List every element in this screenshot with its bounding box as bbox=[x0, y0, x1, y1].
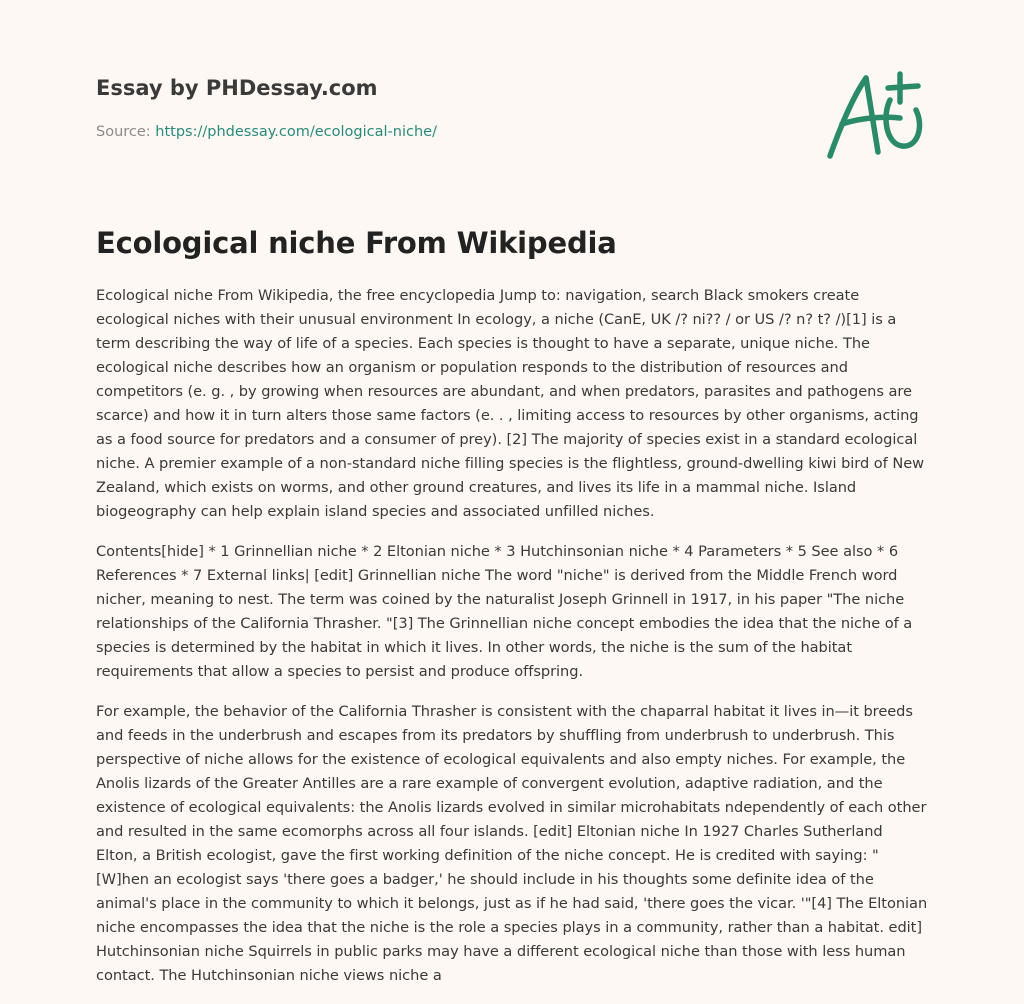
paragraph-3: For example, the behavior of the California Thrasher is consistent with the chaparral habitat it lives in—it breeds and feeds in the underbrush and escapes from its predators by shuffling from underbrush to underbrush. This perspective of niche allows for the existence of ecological equivalents and also empty niches. For example, the Anolis lizards of the Greater Antilles are a rare example of convergent evolution, adaptive radiation, and the existence of ecological equivalents: the Anolis lizards evolved in similar microhabitats ndependently of each other and resulted in the same ecomorphs across all four islands. [edit] Eltonian niche In 1927 Charles Sutherland Elton, a British ecologist, gave the first working definition of the niche concept. He is credited with saying: "[W]hen an ecologist says 'there goes a badger,' he should include in his thoughts some definite idea of the animal's place in the community to which it belongs, just as if he had said, 'there goes the vicar. '"[4] The Eltonian niche encompasses the idea that the niche is the role a species plays in a community, rather than a habitat. edit] Hutchinsonian niche Squirrels in public parks may have a different ecological niche than those with less human contact. The Hutchinsonian niche views niche a bbox=[96, 703, 928, 984]
source-link[interactable]: https://phdessay.com/ecological-niche/ bbox=[155, 124, 437, 140]
site-brand: Essay by PHDessay.com bbox=[96, 76, 378, 100]
article-title: Ecological niche From Wikipedia bbox=[96, 226, 617, 260]
a-plus-logo-icon bbox=[820, 66, 932, 166]
source-label: Source: bbox=[96, 124, 156, 140]
paragraph-2: Contents[hide] * 1 Grinnellian niche * 2 Eltonian niche * 3 Hutchinsonian niche * 4 Parameters * 5 See also * 6 References * 7 External links| [edit] Grinnellian niche The word "niche" is derived from the Middle French word nicher, meaning to nest. The term was coined by the naturalist Joseph Grinnell in 1917, in his paper "The niche relationships of the California Thrasher. "[3] The Grinnellian niche concept embodies the idea that the niche of a species is determined by the habitat in which it lives. In other words, the niche is the sum of the habitat requirements that allow a species to persist and produce offspring. bbox=[96, 543, 913, 680]
paragraph-1: Ecological niche From Wikipedia, the free encyclopedia Jump to: navigation, search Black smokers create ecological niches with their unusual environment In ecology, a niche (CanE, UK /? ni?? / or US /? n? t? /)[1] is a term describing the way of life of a species. Each species is thought to have a separate, unique niche. The ecological niche describes how an organism or population responds to the distribution of resources and competitors (e. g. , by growing when resources are abundant, and when predators, parasites and pathogens are scarce) and how it in turn alters those same factors (e. . , limiting access to resources by other organisms, acting as a food source for predators and a consumer of prey). [2] The majority of species exist in a standard ecological niche. A premier example of a non-standard niche filling species is the flightless, ground-dwelling kiwi bird of New Zealand, which exists on worms, and other ground creatures, and lives its life in a mammal niche. Island biogeography can help explain island species and associated unfilled niches. bbox=[96, 287, 925, 520]
article-body bbox=[96, 284, 928, 1004]
source-line bbox=[96, 124, 437, 140]
